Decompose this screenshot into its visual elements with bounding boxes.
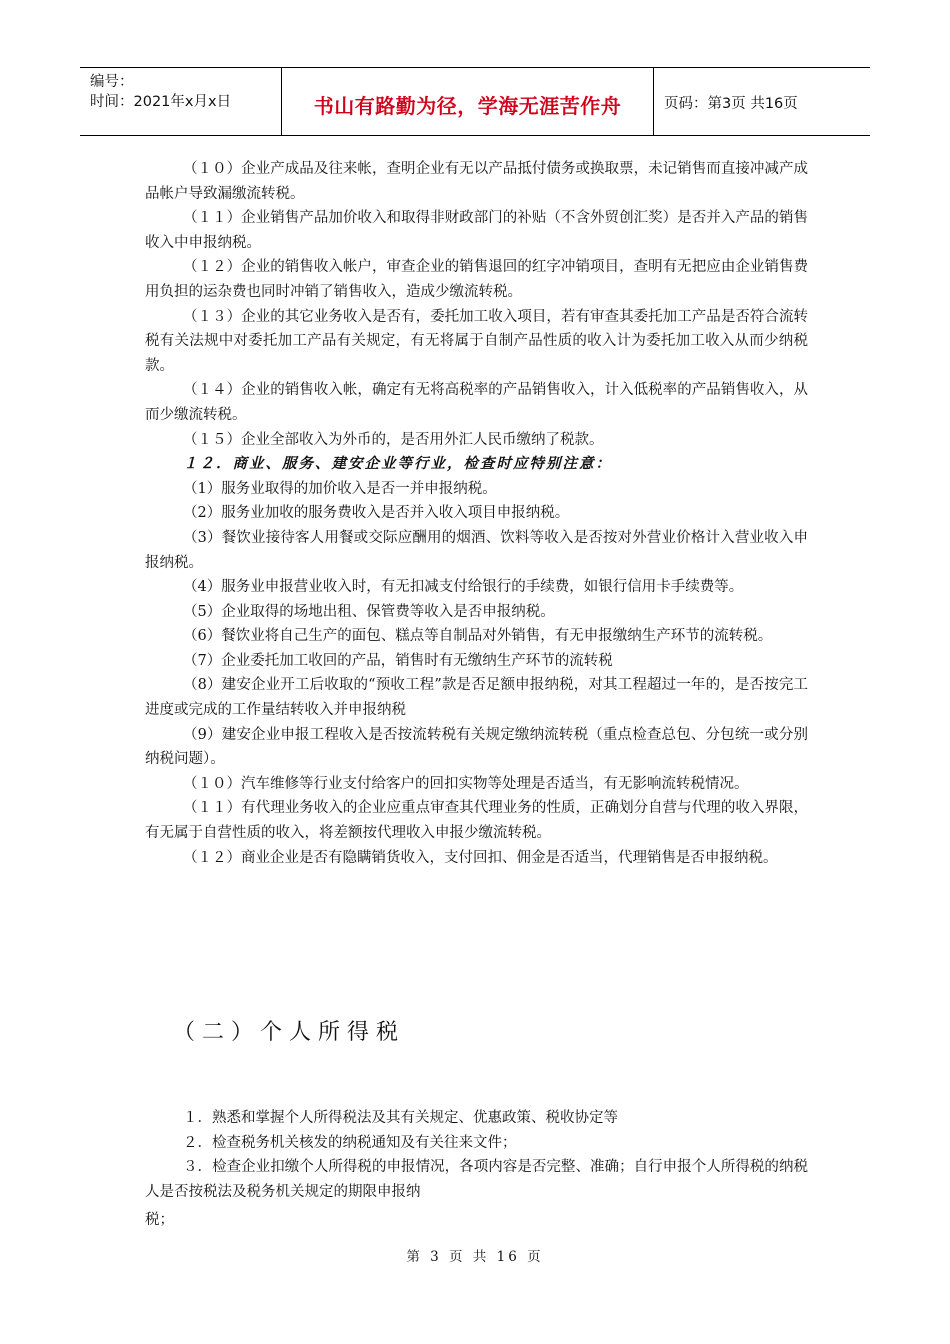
paragraph: （7）企业委托加工收回的产品，销售时有无缴纳生产环节的流转税 (183, 652, 613, 669)
paragraph: １．熟悉和掌握个人所得税法及其有关规定、优惠政策、税收协定等 (183, 1110, 618, 1126)
header-left-cell (80, 68, 281, 135)
paragraph: （3）餐饮业接待客人用餐或交际应酬用的烟酒、饮料等收入是否按对外营业价格计入营业收入申报纳税。 (145, 529, 808, 571)
subheading: １２．商业、服务、建安企业等行业，检查时应特别注意： (183, 455, 612, 473)
paragraph: （5）企业取得的场地出租、保管费等收入是否申报纳税。 (183, 603, 555, 620)
paragraph: （１０）汽车维修等行业支付给客户的回扣实物等处理是否适当，有无影响流转税情况。 (183, 775, 749, 792)
body-content (145, 157, 808, 870)
paragraph-fragment: 税； (145, 1212, 174, 1229)
paragraph: （1）服务业取得的加价收入是否一并申报纳税。 (183, 480, 497, 497)
paragraph: （2）服务业加收的服务费收入是否并入收入项目申报纳税。 (183, 505, 570, 522)
paragraph: （１１）企业销售产品加价收入和取得非财政部门的补贴（不含外贸创汇奖）是否并入产品的销售收入中申报纳税。 (145, 210, 808, 251)
paragraph: （１０）企业产成品及往来帐，查明企业有无以产品抵付债务或换取票，未记销售而直接冲减产成品帐户导致漏缴流转税。 (145, 161, 808, 202)
document-time-label: 时间：2021年x月x日 (90, 94, 232, 110)
paragraph: （１２）商业企业是否有隐瞒销货收入，支付回扣、佣金是否适当，代理销售是否申报纳税。 (183, 849, 778, 866)
paragraph: （１２）企业的销售收入帐户，审查企业的销售退回的红字冲销项目，查明有无把应由企业销售费用负担的运杂费也同时冲销了销售收入，造成少缴流转税。 (145, 259, 808, 300)
header-motto: 书山有路勤为径，学海无涯苦作舟 (281, 68, 654, 135)
paragraph: （9）建安企业申报工程收入是否按流转税有关规定缴纳流转税（重点检查总包、分包统一或分别纳税问题）。 (145, 726, 808, 768)
paragraph: （１５）企业全部收入为外币的，是否用外汇人民币缴纳了税款。 (183, 431, 604, 448)
paragraph: （4）服务业申报营业收入时，有无扣减支付给银行的手续费，如银行信用卡手续费等。 (183, 579, 744, 596)
paragraph: （8）建安企业开工后收取的“预收工程”款是否足额申报纳税，对其工程超过一年的，是否按完工进度或完成的工作量结转收入并申报纳税 (145, 677, 808, 719)
document-number-label: 编号： (90, 74, 134, 90)
paragraph: （１４）企业的销售收入帐，确定有无将高税率的产品销售收入，计入低税率的产品销售收入，从而少缴流转税。 (145, 382, 808, 423)
paragraph: ２．检查税务机关核发的纳税通知及有关往来文件； (183, 1134, 517, 1151)
paragraph: （6）餐饮业将自己生产的面包、糕点等自制品对外销售，有无申报缴纳生产环节的流转税。 (183, 628, 773, 645)
section-heading: （二）个人所得税 (173, 1020, 406, 1045)
paragraph: （１１）有代理业务收入的企业应重点审查其代理业务的性质，正确划分自营与代理的收入界限，有无属于自营性质的收入，将差额按代理收入申报少缴流转税。 (145, 800, 808, 842)
paragraph: （１３）企业的其它业务收入是否有，委托加工收入项目，若有审查其委托加工产品是否符合流转税有关法规中对委托加工产品有关规定，有无将属于自制产品性质的收入计为委托加工收入从而少纳税款。 (145, 308, 808, 374)
page-footer: 第 3 页 共 16 页 (406, 1249, 544, 1265)
header-page-info: 页码：第3页 共16页 (664, 96, 798, 112)
page-header (80, 67, 870, 136)
paragraph: ３．检查企业扣缴个人所得税的申报情况，各项内容是否完整、准确；自行申报个人所得税的纳税人是否按税法及税务机关规定的期限申报纳 (145, 1159, 808, 1200)
section-content (145, 1106, 808, 1233)
